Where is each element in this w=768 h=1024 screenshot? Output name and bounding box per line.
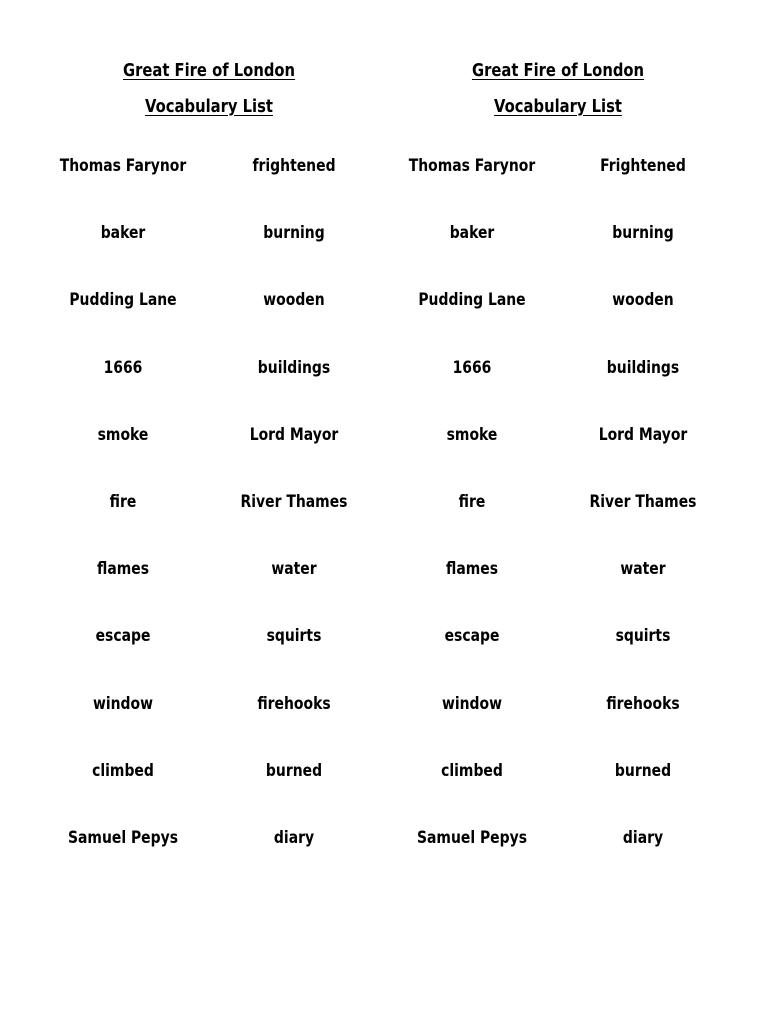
vocabulary-word: window: [92, 693, 154, 714]
vocabulary-word: burning: [612, 223, 674, 244]
vocabulary-word: window: [441, 693, 503, 714]
vocabulary-word: Samuel Pepys: [67, 828, 179, 848]
vocabulary-word: flames: [445, 559, 499, 580]
vocabulary-word: Thomas Farynor: [408, 156, 536, 176]
vocabulary-word: burning: [263, 223, 325, 244]
vocabulary-word: burned: [614, 760, 672, 781]
vocabulary-word: frightened: [252, 156, 336, 176]
vocabulary-word: fire: [458, 492, 486, 512]
vocabulary-word: Pudding Lane: [418, 290, 526, 311]
vocabulary-word: smoke: [446, 424, 498, 445]
vocabulary-word: River Thames: [589, 492, 697, 512]
vocabulary-word: fire: [109, 492, 137, 512]
vocabulary-word: flames: [96, 559, 150, 580]
vocabulary-word: escape: [444, 626, 500, 647]
list-title: Great Fire of London: [122, 60, 296, 81]
vocabulary-word: Samuel Pepys: [416, 828, 528, 848]
vocabulary-word: escape: [95, 626, 151, 647]
vocabulary-word: wooden: [263, 290, 325, 311]
vocabulary-word: burned: [265, 760, 323, 781]
vocabulary-word: water: [620, 559, 666, 580]
vocabulary-word: diary: [622, 828, 664, 848]
vocabulary-word: Pudding Lane: [69, 290, 177, 311]
vocabulary-word: smoke: [97, 424, 149, 445]
vocabulary-word: climbed: [92, 760, 154, 781]
vocabulary-word: water: [271, 559, 317, 580]
vocabulary-word: Thomas Farynor: [59, 156, 187, 176]
vocabulary-word: Frightened: [600, 156, 686, 176]
vocabulary-word: diary: [273, 828, 315, 848]
vocabulary-word: Lord Mayor: [249, 424, 339, 445]
list-subtitle: Vocabulary List: [494, 96, 622, 117]
vocabulary-word: climbed: [441, 760, 503, 781]
vocabulary-list-left: [38, 0, 388, 1024]
vocabulary-word: wooden: [612, 290, 674, 311]
vocabulary-word: River Thames: [240, 492, 348, 512]
list-subtitle: Vocabulary List: [145, 96, 273, 117]
vocabulary-word: baker: [100, 223, 146, 244]
vocabulary-word: firehooks: [257, 693, 331, 714]
vocabulary-list-right: [387, 0, 737, 1024]
vocabulary-word: squirts: [266, 626, 322, 647]
vocabulary-word: 1666: [452, 357, 492, 378]
vocabulary-word: buildings: [257, 357, 331, 378]
vocabulary-word: buildings: [606, 357, 680, 378]
list-title: Great Fire of London: [471, 60, 645, 81]
vocabulary-word: squirts: [615, 626, 671, 647]
vocabulary-word: Lord Mayor: [598, 424, 688, 445]
vocabulary-word: firehooks: [606, 693, 680, 714]
vocabulary-word: baker: [449, 223, 495, 244]
vocabulary-word: 1666: [103, 357, 143, 378]
